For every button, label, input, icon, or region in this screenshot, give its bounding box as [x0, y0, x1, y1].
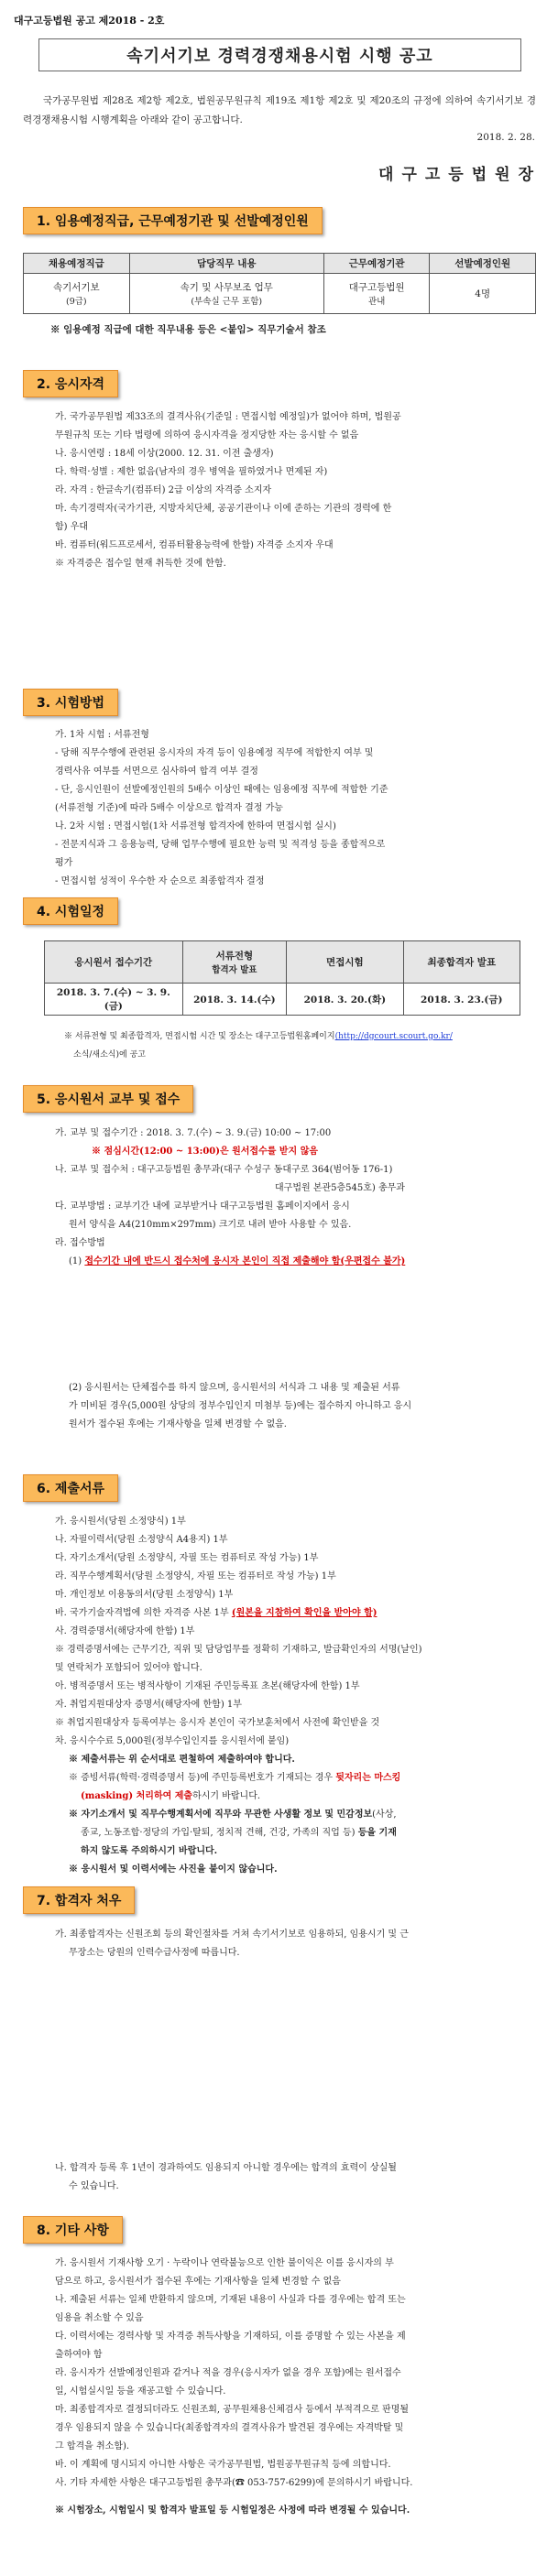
list-item: ※ 경력증명서에는 근무기간, 직위 및 담당업무를 정확히 기재하고, 발급확인자의 서명(날인) [55, 1645, 422, 1655]
list-item: 경우 임용되지 않을 수 있습니다(최종합격자의 결격사유가 발견된 경우에는 자격박탈 및 [55, 2423, 404, 2433]
list-item: 마. 최종합격자로 결정되더라도 신원조회, 공무원채용신체검사 등에서 부적격으로 판명될 [55, 2405, 410, 2415]
duty-cell: 속기 및 사무보조 업무 (부속실 근무 포함) [129, 274, 323, 314]
list-item: 다. 자기소개서(당원 소정양식, 자필 또는 컴퓨터로 작성 가능) 1부 [55, 1553, 319, 1563]
grade-cell: 속기서기보 (9급) [24, 274, 130, 314]
table-header: 근무예정기관 [323, 254, 430, 274]
schedule-change-note: ※ 시험장소, 시험일시 및 합격자 발표일 등 시험일정은 사정에 따라 변경될 수 있습니다. [55, 2505, 410, 2516]
section-3-title: 3. 시험방법 [23, 689, 118, 716]
privacy-note: ※ 자기소개서 및 직무수행계획서에 직무와 무관한 사생활 정보 및 민감정보(사상, [69, 1810, 397, 1820]
list-item: ※ 자격증은 접수일 현재 취득한 것에 한함. [55, 559, 226, 569]
list-item: 나. 합격자 등록 후 1년이 경과하여도 임용되지 아니할 경우에는 합격의 효력이 상실될 [55, 2163, 397, 2173]
list-item: 바. 이 계획에 명시되지 아니한 사항은 국가공무원법, 법원공무원규칙 등에 의합니다. [55, 2460, 391, 2470]
photo-note: ※ 응시원서 및 이력서에는 사진을 붙이지 않습니다. [69, 1864, 278, 1875]
list-item: (2) 응시원서는 단체접수를 하지 않으며, 응시원서의 서식과 그 내용 및 제출된 서류 [69, 1383, 400, 1393]
list-item: 대구법원 본관5층545호) 총무과 [275, 1183, 405, 1193]
list-item: - 단, 응시인원이 선발예정인원의 5배수 이상인 때에는 임용예정 직무에 적합한 기준 [55, 785, 388, 795]
list-item: (1) 접수기간 내에 반드시 접수처에 응시자 본인이 직접 제출해야 함(우편접수 불가) [69, 1256, 406, 1266]
list-item: 무장소는 당원의 인력수급사정에 따릅니다. [69, 1948, 240, 1958]
list-item: 라. 직무수행계획서(당원 소정양식, 자필 또는 컴퓨터로 작성 가능) 1부 [55, 1571, 336, 1581]
list-item: - 면접시험 성적이 우수한 자 순으로 최종합격자 결정 [55, 876, 265, 886]
section-4-title: 4. 시험일정 [23, 897, 118, 925]
section-8-title: 8. 기타 사항 [23, 2216, 123, 2244]
lunch-note: ※ 점심시간(12:00 ~ 13:00)은 원서접수를 받지 않음 [92, 1147, 319, 1157]
list-item: 가. 응시원서(당원 소정양식) 1부 [55, 1516, 186, 1527]
privacy-note-cont: 종교, 노동조합·정당의 가입·탈퇴, 정치적 견해, 건강, 가족의 직업 등) 등을 기재 [81, 1828, 397, 1838]
list-item: 가 미비된 경우(5,000원 상당의 정부수입인지 미첨부 등)에는 접수하지 아니하고 응시 [69, 1401, 412, 1411]
schedule-cell: 2018. 3. 20.(화) [287, 984, 403, 1016]
list-item: 및 연락처가 포함되어 있어야 합니다. [55, 1663, 202, 1673]
list-item: 사. 기타 자세한 사항은 대구고등법원 총무과(☎ 053-757-6299)에 문의하시기 바랍니다. [55, 2478, 413, 2488]
section-7-title: 7. 합격자 처우 [23, 1886, 135, 1914]
table-header: 담당직무 내용 [129, 254, 323, 274]
list-item: 라. 자격 : 한글속기(컴퓨터) 2급 이상의 자격증 소지자 [55, 485, 272, 495]
table-header: 면접시험 [287, 941, 403, 984]
list-item: 차. 응시수수료 5,000원(정부수입인지를 응시원서에 붙임) [55, 1736, 290, 1746]
list-item: 가. 응시원서 기재사항 오기 · 누락이나 연락불능으로 인한 불이익은 이를 응시자의 부 [55, 2258, 394, 2268]
notice-date: 2018. 2. 28. [476, 132, 535, 143]
list-item: 다. 교부방법 : 교부기간 내에 교부받거나 대구고등법원 홈페이지에서 응시 [55, 1201, 350, 1212]
list-item: 무원규칙 또는 기타 법령에 의하여 응시자격을 정지당한 자는 응시할 수 없음 [55, 430, 359, 440]
count-cell: 4명 [430, 274, 536, 314]
list-item: 다. 학력·성별 : 제한 없음(남자의 경우 병역을 필하였거나 면제된 자) [55, 467, 328, 477]
list-item: 경력사유 여부를 서면으로 심사하여 합격 여부 결정 [55, 766, 258, 777]
list-item: 라. 응시자가 선발예정인원과 같거나 적을 경우(응시자가 없을 경우 포함)에는 원서접수 [55, 2368, 401, 2378]
page-title: 속기서기보 경력경쟁채용시험 시행 공고 [38, 38, 521, 71]
privacy-note-end: 하지 않도록 주의하시기 바랍니다. [81, 1846, 218, 1856]
list-item: - 당해 직무수행에 관련된 응시자의 자격 등이 임용예정 직무에 적합한지 여부 및 [55, 748, 374, 758]
list-item: 임용을 취소할 수 있음 [55, 2313, 144, 2323]
section-6-title: 6. 제출서류 [23, 1474, 118, 1502]
section-1-title: 1. 임용예정직급, 근무예정기관 및 선발예정인원 [23, 207, 323, 234]
table-header: 서류전형 합격자 발표 [182, 941, 286, 984]
list-item: 그 합격을 취소함). [55, 2441, 130, 2451]
list-item: 수 있습니다. [69, 2181, 119, 2191]
list-item: 평가 [55, 858, 73, 868]
in-person-note: 접수기간 내에 반드시 접수처에 응시자 본인이 직접 제출해야 함(우편접수 불가) [84, 1256, 406, 1266]
list-item: 가. 국가공무원법 제33조의 결격사유(기준일 : 면접시험 예정일)가 없어야 하며, 법원공 [55, 412, 401, 422]
list-item: 가. 교부 및 접수기간 : 2018. 3. 7.(수) ~ 3. 9.(금) 10:00 ~ 17:00 [55, 1128, 332, 1138]
list-item: 자. 취업지원대상자 증명서(해당자에 한함) 1부 [55, 1700, 242, 1710]
list-item: 라. 접수방법 [55, 1238, 105, 1248]
notice-number: 대구고등법원 공고 제2018 - 2호 [14, 15, 165, 27]
table-header: 최종합격자 발표 [403, 941, 520, 984]
list-item: 나. 응시연령 : 18세 이상(2000. 12. 31. 이전 출생자) [55, 449, 274, 459]
list-item: 바. 컴퓨터(워드프로세서, 컴퓨터활용능력에 한함) 자격증 소지자 우대 [55, 540, 334, 550]
original-required-note: (원본을 지참하여 확인을 받아야 함) [231, 1608, 377, 1618]
intro-paragraph: 국가공무원법 제28조 제2항 제2호, 법원공무원규칙 제19조 제1항 제2호 및 제20조의 규정에 의하여 속기서기보 경력경쟁채용시험 시행계획을 아래와 같이 공고합니다. [23, 95, 536, 125]
table-header: 응시원서 접수기간 [45, 941, 183, 984]
section-2-title: 2. 응시자격 [23, 370, 118, 397]
list-item: 출하여야 함 [55, 2350, 103, 2360]
schedule-note: ※ 서류전형 및 최종합격자, 면접시험 시간 및 장소는 대구고등법원홈페이지(http://dgcourt.scourt.go.kr/ [64, 1032, 453, 1041]
list-item: 가. 최종합격자는 신원조회 등의 확인절차를 거쳐 속기서기보로 임용하되, 임용시기 및 근 [55, 1929, 409, 1940]
binding-order-note: ※ 제출서류는 위 순서대로 편철하여 제출하여야 합니다. [69, 1755, 295, 1765]
schedule-note-tail: 소식/새소식)에 공고 [73, 1050, 146, 1060]
list-item: 가. 1차 시험 : 서류전형 [55, 730, 149, 740]
list-item: 나. 자필이력서(당원 소정양식 A4용지) 1부 [55, 1535, 228, 1545]
list-item: 바. 국가기술자격법에 의한 자격증 사본 1부 (원본을 지참하여 확인을 받아야 함) [55, 1608, 377, 1618]
section-1-note: ※ 임용예정 직급에 대한 직무내용 등은 <붙임> 직무기술서 참조 [50, 324, 326, 335]
list-item: 함) 우대 [55, 522, 89, 532]
org-cell: 대구고등법원 관내 [323, 274, 430, 314]
table-header: 채용예정직급 [24, 254, 130, 274]
schedule-cell: 2018. 3. 14.(수) [182, 984, 286, 1016]
list-item: 원서가 접수된 후에는 기재사항을 일체 변경할 수 없음. [69, 1419, 287, 1429]
recruitment-table [23, 253, 536, 314]
list-item: - 전문지식과 그 응용능력, 당해 업무수행에 필요한 능력 및 적격성 등을 종합적으로 [55, 840, 386, 850]
section-5-title: 5. 응시원서 교부 및 접수 [23, 1085, 193, 1113]
schedule-cell: 2018. 3. 7.(수) ~ 3. 9.(금) [45, 984, 183, 1016]
list-item: 일, 시험실시일 등을 재공고할 수 있습니다. [55, 2386, 226, 2397]
list-item: 마. 개인정보 이용동의서(당원 소정양식) 1부 [55, 1590, 234, 1600]
list-item: 나. 제출된 서류는 일체 반환하지 않으며, 기재된 내용이 사실과 다를 경우에는 합격 또는 [55, 2295, 406, 2305]
list-item: 원서 양식을 A4(210mm×297mm) 크기로 내려 받아 사용할 수 있음. [69, 1220, 352, 1230]
schedule-table [44, 940, 520, 1016]
list-item: ※ 취업지원대상자 등록여부는 응시자 본인이 국가보훈처에서 사전에 확인받을 것 [55, 1718, 380, 1728]
list-item: (서류전형 기준)에 따라 5배수 이상으로 합격자 결정 가능 [55, 803, 283, 813]
list-item: 다. 이력서에는 경력사항 및 자격증 취득사항을 기재하되, 이를 증명할 수 있는 사본을 제 [55, 2331, 406, 2342]
homepage-link[interactable]: (http://dgcourt.scourt.go.kr/ [334, 1032, 453, 1041]
table-header: 선발예정인원 [430, 254, 536, 274]
masking-note: ※ 증빙서류(학력·경력증명서 등)에 주민등록번호가 기재되는 경우 뒷자리는 마스킹 [69, 1773, 401, 1783]
schedule-cell: 2018. 3. 23.(금) [403, 984, 520, 1016]
list-item: 사. 경력증명서(해당자에 한함) 1부 [55, 1626, 195, 1636]
masking-note-cont: (masking) 처리하여 제출하시기 바랍니다. [81, 1791, 261, 1801]
list-item: 마. 속기경력자(국가기관, 지방자치단체, 공공기관이나 이에 준하는 기관의 경력에 한 [55, 504, 392, 514]
list-item: 아. 병적증명서 또는 병적사항이 기재된 주민등록표 초본(해당자에 한함) 1부 [55, 1681, 360, 1691]
court-signature: 대구고등법원장 [378, 166, 542, 184]
list-item: 나. 2차 시험 : 면접시험(1차 서류전형 합격자에 한하여 면접시험 실시) [55, 821, 336, 831]
list-item: 나. 교부 및 접수처 : 대구고등법원 총무과(대구 수성구 동대구로 364(범어동 176-1) [55, 1165, 393, 1175]
list-item: 담으로 하고, 응시원서가 접수된 후에는 기재사항을 일체 변경할 수 없음 [55, 2277, 341, 2287]
